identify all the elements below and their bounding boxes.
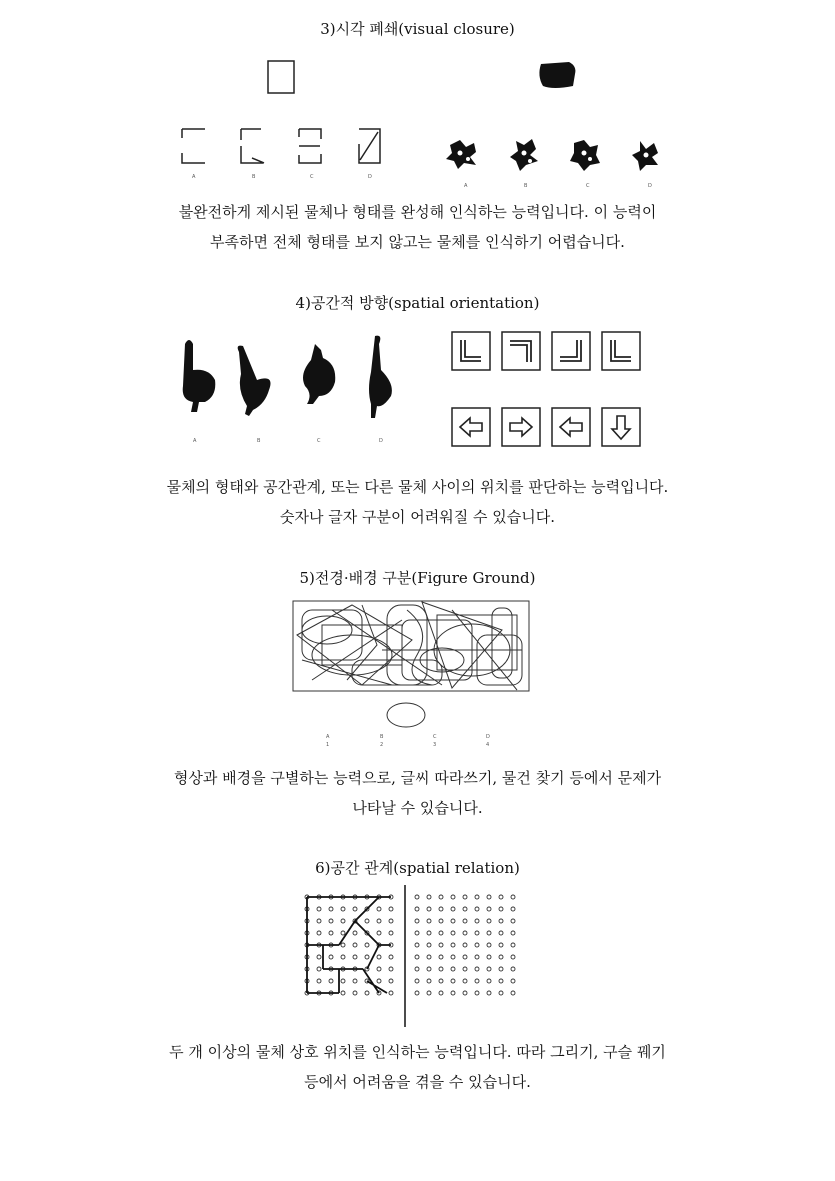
grid-dot xyxy=(415,931,419,935)
option-label-d: D xyxy=(368,174,372,180)
grid-dot xyxy=(511,979,515,983)
grid-dot xyxy=(511,931,515,935)
option-label-b: B xyxy=(252,174,256,180)
grid-dot xyxy=(439,943,443,947)
figure-ground-option-labels xyxy=(310,730,510,750)
grid-dot xyxy=(427,943,431,947)
grid-dot xyxy=(463,931,467,935)
grid-dot xyxy=(511,895,515,899)
grid-dot xyxy=(389,907,393,911)
grid-dot xyxy=(499,979,503,983)
grid-dot xyxy=(341,979,345,983)
grid-dot xyxy=(427,931,431,935)
figure-ground-overlapping-shapes xyxy=(292,600,532,695)
grid-dot xyxy=(463,979,467,983)
grid-dot xyxy=(511,919,515,923)
section-heading-spatial-orientation: 4)공간적 방향(spatial orientation) xyxy=(295,294,540,312)
option-label-c: C xyxy=(586,183,590,189)
grid-dot xyxy=(511,907,515,911)
grid-dot xyxy=(511,955,515,959)
grid-dot xyxy=(389,919,393,923)
grid-dot xyxy=(475,991,479,995)
para-line: 물체의 형태와 공간관계, 또는 다른 물체 사이의 위치를 판단하는 능력입니다. xyxy=(166,478,669,496)
grid-dot xyxy=(439,907,443,911)
grid-dot xyxy=(499,907,503,911)
grid-dot xyxy=(451,895,455,899)
grid-dot xyxy=(451,979,455,983)
spatial-relation-dot-grid xyxy=(295,885,525,1030)
grid-dot xyxy=(341,907,345,911)
grid-dot xyxy=(317,931,321,935)
grid-dot xyxy=(499,931,503,935)
grid-dot xyxy=(487,967,491,971)
grid-dot xyxy=(341,943,345,947)
grid-dot xyxy=(463,991,467,995)
grid-dot xyxy=(317,919,321,923)
grid-dot xyxy=(317,907,321,911)
para-line: 형상과 배경을 구별하는 능력으로, 글씨 따라쓰기, 물건 찾기 등에서 문제가 xyxy=(173,769,662,787)
grid-dot xyxy=(365,991,369,995)
grid-dot xyxy=(377,907,381,911)
grid-dot xyxy=(427,895,431,899)
visual-closure-target-blob xyxy=(533,60,583,92)
grid-dot xyxy=(511,943,515,947)
option-number-2: 2 xyxy=(380,742,384,748)
grid-dot xyxy=(475,895,479,899)
grid-dot xyxy=(499,919,503,923)
grid-dot xyxy=(317,979,321,983)
option-label-a: A xyxy=(464,183,468,189)
grid-dot xyxy=(317,967,321,971)
grid-dot xyxy=(475,919,479,923)
section-heading-figure-ground: 5)전경·배경 구분(Figure Ground) xyxy=(299,569,536,587)
grid-dot xyxy=(365,919,369,923)
para-line: 부족하면 전체 형태를 보지 않고는 물체를 인식하기 어렵습니다. xyxy=(210,233,625,251)
grid-dot xyxy=(353,931,357,935)
grid-dot xyxy=(341,955,345,959)
grid-dot xyxy=(389,967,393,971)
grid-dot xyxy=(341,919,345,923)
grid-dot xyxy=(463,907,467,911)
option-label-a: A xyxy=(193,438,197,444)
section-heading-visual-closure: 3)시각 폐쇄(visual closure) xyxy=(320,20,515,38)
grid-dot xyxy=(475,967,479,971)
grid-dot xyxy=(427,967,431,971)
grid-dot xyxy=(475,979,479,983)
spatial-relation-description xyxy=(60,1037,775,1097)
para-line: 불완전하게 제시된 물체나 형태를 완성해 인식하는 능력입니다. 이 능력이 xyxy=(178,203,657,221)
grid-dot xyxy=(499,955,503,959)
spatial-orientation-duck-silhouettes xyxy=(165,330,405,448)
grid-dot xyxy=(353,907,357,911)
grid-dot xyxy=(329,919,333,923)
option-label-d: D xyxy=(486,734,490,740)
para-line: 나타날 수 있습니다. xyxy=(352,799,483,817)
spatial-orientation-arrow-boxes xyxy=(450,406,645,451)
grid-dot xyxy=(415,991,419,995)
option-label-b: B xyxy=(380,734,384,740)
grid-dot xyxy=(463,895,467,899)
option-label-d: D xyxy=(379,438,383,444)
grid-dot xyxy=(439,979,443,983)
grid-dot xyxy=(329,979,333,983)
grid-dot xyxy=(487,991,491,995)
grid-dot xyxy=(463,919,467,923)
grid-dot xyxy=(341,931,345,935)
grid-dot xyxy=(463,955,467,959)
grid-dot xyxy=(451,931,455,935)
grid-dot xyxy=(487,943,491,947)
visual-closure-target-square xyxy=(267,60,297,96)
grid-dot xyxy=(377,919,381,923)
para-line: 두 개 이상의 물체 상호 위치를 인식하는 능력입니다. 따라 그리기, 구슬 꿰기 xyxy=(169,1043,666,1061)
grid-dot xyxy=(377,955,381,959)
option-number-3: 3 xyxy=(433,742,437,748)
grid-dot xyxy=(415,907,419,911)
grid-dot xyxy=(463,967,467,971)
grid-dot xyxy=(427,955,431,959)
grid-dot xyxy=(427,979,431,983)
grid-dot xyxy=(415,943,419,947)
option-label-b: B xyxy=(257,438,261,444)
grid-dot xyxy=(499,991,503,995)
grid-dot xyxy=(439,991,443,995)
grid-dot xyxy=(427,991,431,995)
grid-dot xyxy=(487,907,491,911)
grid-dot xyxy=(329,931,333,935)
grid-dot xyxy=(451,967,455,971)
grid-dot xyxy=(439,967,443,971)
grid-dot xyxy=(463,943,467,947)
grid-dot xyxy=(329,907,333,911)
grid-dot xyxy=(365,943,369,947)
para-line: 숫자나 글자 구분이 어려워질 수 있습니다. xyxy=(280,508,555,526)
grid-dot xyxy=(439,895,443,899)
grid-dot xyxy=(341,991,345,995)
grid-dot xyxy=(511,991,515,995)
grid-dot xyxy=(389,991,393,995)
grid-dot xyxy=(353,955,357,959)
grid-dot xyxy=(487,979,491,983)
spatial-orientation-description xyxy=(60,472,775,532)
grid-dot xyxy=(415,967,419,971)
grid-dot xyxy=(487,931,491,935)
grid-dot xyxy=(439,955,443,959)
grid-dot xyxy=(377,979,381,983)
grid-dot xyxy=(427,919,431,923)
grid-dot xyxy=(415,955,419,959)
option-number-4: 4 xyxy=(486,742,490,748)
grid-dot xyxy=(415,895,419,899)
grid-dot xyxy=(487,895,491,899)
option-label-a: A xyxy=(192,174,196,180)
grid-dot xyxy=(499,943,503,947)
grid-dot xyxy=(427,907,431,911)
para-line: 등에서 어려움을 겪을 수 있습니다. xyxy=(304,1073,531,1091)
grid-dot xyxy=(389,955,393,959)
spatial-orientation-corner-boxes xyxy=(450,330,645,375)
grid-dot xyxy=(389,931,393,935)
grid-dot xyxy=(317,955,321,959)
visual-closure-options-right xyxy=(440,135,680,190)
grid-dot xyxy=(415,919,419,923)
grid-dot xyxy=(499,895,503,899)
option-label-c: C xyxy=(310,174,314,180)
grid-dot xyxy=(353,943,357,947)
visual-closure-options-left xyxy=(170,120,400,185)
option-label-c: C xyxy=(433,734,437,740)
option-label-d: D xyxy=(648,183,652,189)
option-label-b: B xyxy=(524,183,528,189)
grid-dot xyxy=(439,919,443,923)
grid-dot xyxy=(451,943,455,947)
section-heading-spatial-relation: 6)공간 관계(spatial relation) xyxy=(315,859,520,877)
grid-dot xyxy=(415,979,419,983)
grid-dot xyxy=(511,967,515,971)
grid-dot xyxy=(377,931,381,935)
grid-dot xyxy=(451,955,455,959)
option-label-c: C xyxy=(317,438,321,444)
visual-closure-description xyxy=(60,197,775,257)
grid-dot xyxy=(475,931,479,935)
grid-dot xyxy=(475,907,479,911)
grid-dot xyxy=(329,955,333,959)
figure-ground-target-ellipse xyxy=(380,700,430,732)
grid-dot xyxy=(439,931,443,935)
grid-dot xyxy=(451,991,455,995)
grid-dot xyxy=(353,991,357,995)
grid-dot xyxy=(499,967,503,971)
grid-dot xyxy=(377,967,381,971)
grid-dot xyxy=(365,955,369,959)
option-number-1: 1 xyxy=(326,742,330,748)
grid-dot xyxy=(353,979,357,983)
figure-ground-description xyxy=(60,763,775,823)
grid-dot xyxy=(487,955,491,959)
option-label-a: A xyxy=(326,734,330,740)
grid-dot xyxy=(389,979,393,983)
grid-dot xyxy=(475,943,479,947)
grid-dot xyxy=(475,955,479,959)
grid-dot xyxy=(487,919,491,923)
grid-dot xyxy=(451,907,455,911)
grid-dot xyxy=(451,919,455,923)
